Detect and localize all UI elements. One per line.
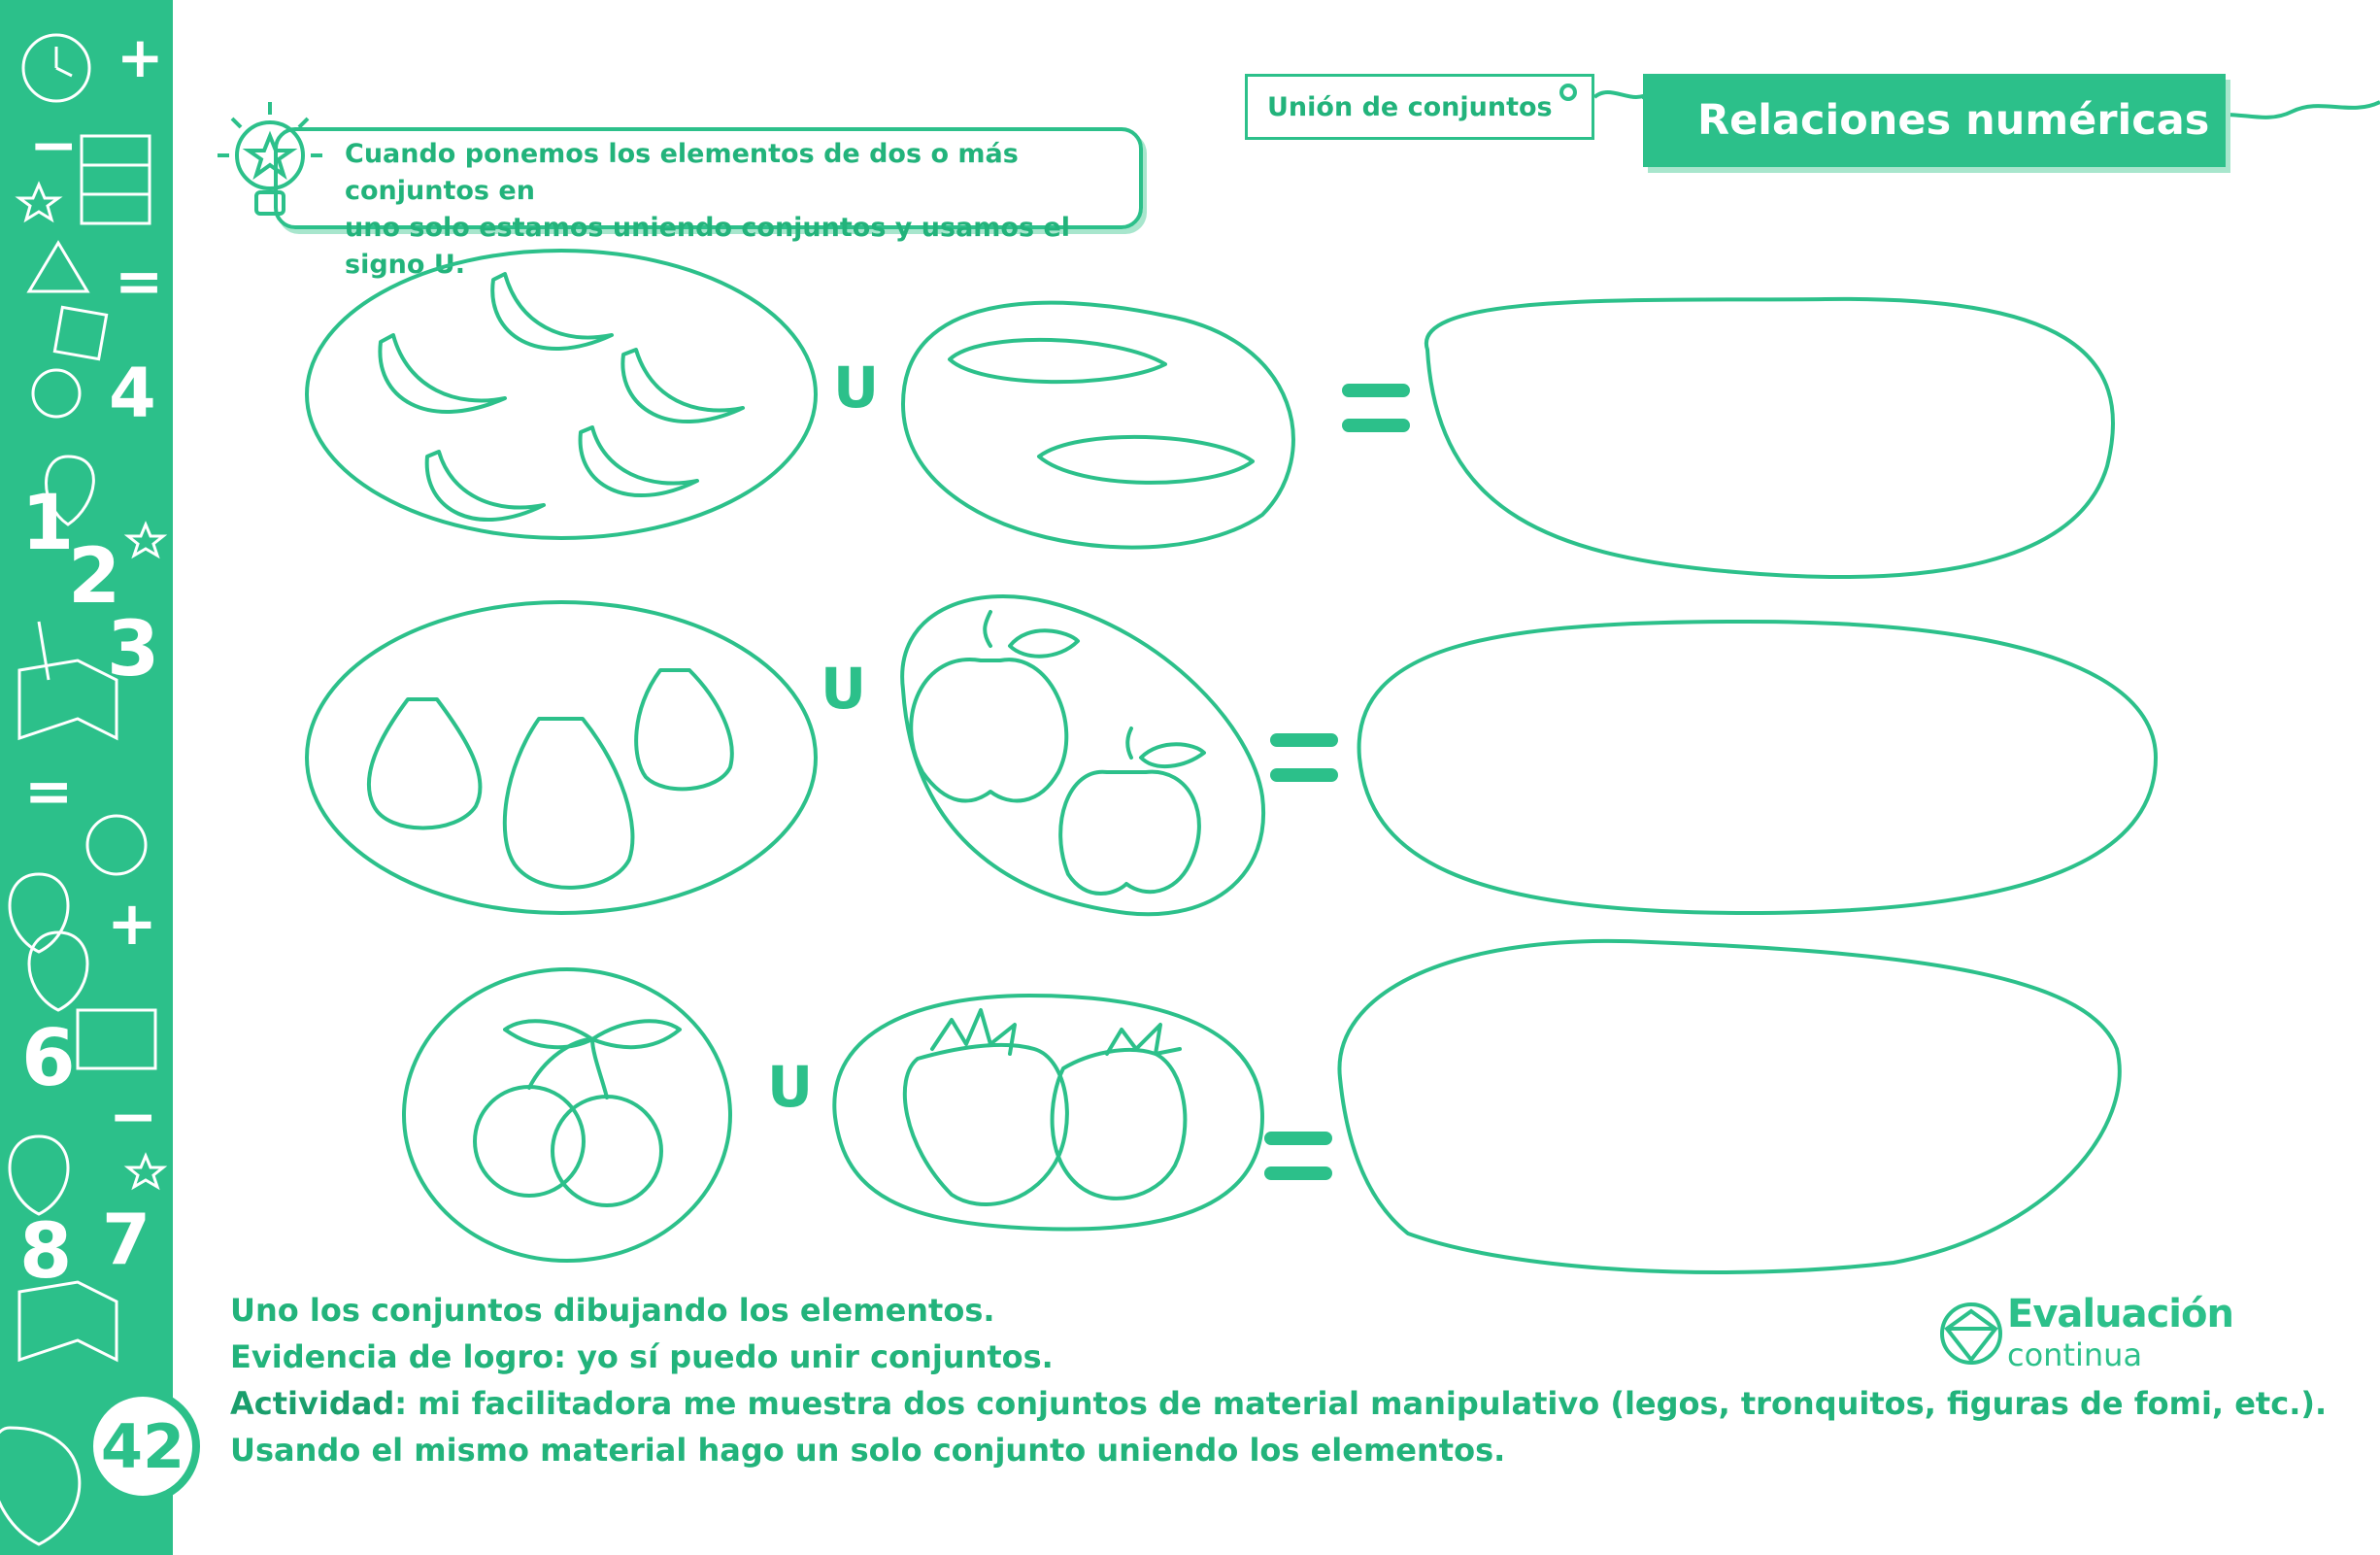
achievement-line: Evidencia de logro: yo sí puedo unir conjuntos. [230, 1338, 1054, 1375]
number-glyph: 1 [21, 480, 75, 567]
number-glyph: 6 [21, 1013, 76, 1103]
page-title: Relaciones numéricas [1697, 96, 2210, 145]
cherry-icon [475, 1021, 680, 1205]
union-symbol: U [821, 656, 867, 722]
subject-label: Unión de conjuntos [1267, 91, 1553, 122]
banana-icon [380, 274, 743, 520]
set-union-result-2 [1359, 622, 2156, 913]
number-glyph: 4 [109, 354, 156, 433]
equals-symbol [1342, 384, 1410, 436]
sweet-potato-icon [950, 340, 1253, 483]
minus-glyph: − [109, 1083, 158, 1151]
evaluation-logo [1937, 1292, 2233, 1373]
instruction-line: Usando el mismo material hago un solo conjunto uniendo los elementos. [230, 1432, 1506, 1469]
number-glyph: 7 [102, 1199, 151, 1280]
plus-glyph: + [107, 888, 157, 959]
union-symbol: U [833, 355, 880, 421]
tip-line: uno solo estamos uniendo conjuntos y usamos el signo U. [345, 213, 1071, 280]
set-union-result-3 [1339, 941, 2119, 1272]
pear-icon [369, 670, 732, 888]
equals-symbol [1270, 733, 1338, 786]
logo-subtitle: continua [2007, 1336, 2143, 1373]
set-bananas [307, 251, 816, 538]
logo-title: Evaluación [2007, 1292, 2233, 1336]
activity-text: : mi facilitadora me muestra dos conjuntos de material manipulativo (legos, tronquitos, figuras de fomi, etc.). [394, 1385, 2328, 1422]
set-strawberries [834, 996, 1262, 1230]
strawberry-icon [905, 1010, 1186, 1204]
instruction-line: Uno los conjuntos dibujando los elementos. [230, 1292, 995, 1329]
number-glyph: 8 [19, 1208, 73, 1296]
union-symbol: U [767, 1054, 814, 1120]
page-number: 42 [85, 1389, 200, 1504]
activity-line [230, 1380, 2328, 1427]
plus-glyph: + [117, 24, 164, 90]
set-union-result-1 [1426, 299, 2113, 577]
tip-line: Cuando ponemos los elementos de dos o más conjuntos en [345, 139, 1019, 206]
number-glyph: 3 [107, 606, 160, 693]
set-sweet-potatoes [903, 303, 1293, 548]
set-apples [902, 596, 1263, 914]
activity-label: Actividad [230, 1385, 395, 1422]
number-glyph: 2 [68, 533, 121, 621]
equals-glyph: = [24, 758, 74, 826]
globe-icon [1937, 1300, 2005, 1368]
equals-symbol [1264, 1132, 1332, 1184]
equals-glyph: = [115, 248, 164, 316]
minus-glyph: − [29, 112, 79, 180]
set-pears [307, 602, 816, 913]
